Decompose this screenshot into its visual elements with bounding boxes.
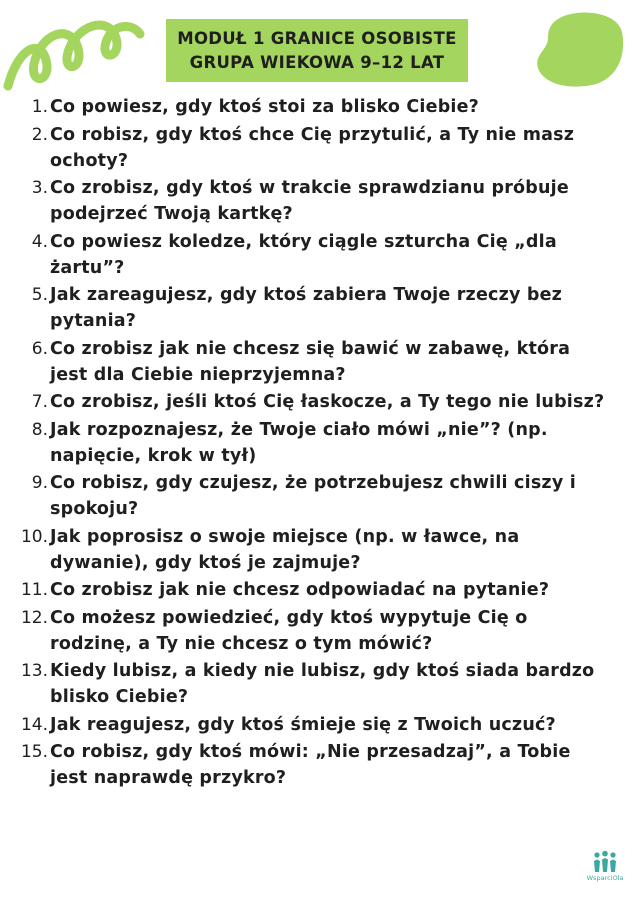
- question-number: 15.: [20, 742, 48, 762]
- list-item: [0, 389, 638, 415]
- question-text: Co zrobisz jak nie chcesz się bawić w zabawę, która jest dla Ciebie nieprzyjemna?: [50, 338, 571, 385]
- question-text: Jak poprosisz o swoje miejsce (np. w ławce, na dywanie), gdy ktoś je zajmuje?: [50, 526, 520, 573]
- question-text: Co zrobisz, gdy ktoś w trakcie sprawdzianu próbuje podejrzeć Twoją kartkę?: [50, 178, 569, 224]
- question-text: Co robisz, gdy ktoś chce Cię przytulić, a Ty nie masz ochoty?: [50, 124, 575, 171]
- list-item: [0, 658, 638, 710]
- list-item: [0, 470, 638, 522]
- page-subtitle: GRUPA WIEKOWA 9–12 LAT: [189, 52, 445, 72]
- logo-text: WsparciOla: [586, 874, 624, 882]
- question-text: Co zrobisz jak nie chcesz odpowiadać na pytanie?: [50, 580, 550, 600]
- question-number: 3.: [31, 178, 48, 198]
- list-item: [0, 712, 638, 738]
- green-swirl-decoration: [0, 8, 150, 98]
- list-item: [0, 605, 638, 657]
- green-blob-decoration: [534, 10, 626, 90]
- people-group-icon: [591, 850, 619, 874]
- list-item: [0, 417, 638, 469]
- brand-logo: [582, 850, 628, 886]
- title-banner: [166, 19, 468, 82]
- list-item: [0, 739, 638, 791]
- list-item: [0, 336, 638, 388]
- question-text: Co robisz, gdy ktoś mówi: „Nie przesadzaj”, a Tobie jest naprawdę przykro?: [50, 742, 571, 788]
- question-text: Jak reagujesz, gdy ktoś śmieje się z Twoich uczuć?: [50, 714, 556, 735]
- question-text: Co robisz, gdy czujesz, że potrzebujesz chwili ciszy i spokoju?: [50, 473, 576, 519]
- list-item: [0, 282, 638, 334]
- question-number: 6.: [31, 338, 48, 359]
- question-text: Kiedy lubisz, a kiedy nie lubisz, gdy ktoś siada bardzo blisko Ciebie?: [50, 661, 595, 707]
- question-list: [0, 94, 638, 793]
- question-number: 1.: [31, 97, 48, 117]
- question-number: 7.: [31, 392, 48, 412]
- question-text: Jak zareagujesz, gdy ktoś zabiera Twoje rzeczy bez pytania?: [50, 285, 563, 331]
- question-text: Co zrobisz, jeśli ktoś Cię łaskocze, a Ty tego nie lubisz?: [50, 392, 605, 412]
- list-item: [0, 229, 638, 281]
- question-number: 14.: [20, 714, 48, 735]
- question-number: 10.: [20, 526, 48, 547]
- question-number: 12.: [20, 607, 48, 628]
- question-number: 4.: [31, 231, 48, 252]
- question-text: Co możesz powiedzieć, gdy ktoś wypytuje Cię o rodzinę, a Ty nie chcesz o tym mówić?: [50, 607, 528, 654]
- question-number: 5.: [31, 285, 48, 305]
- list-item: [0, 175, 638, 227]
- list-item: [0, 524, 638, 576]
- question-text: Co powiesz koledze, który ciągle szturcha Cię „dla żartu”?: [50, 231, 557, 278]
- list-item: [0, 94, 638, 120]
- question-number: 13.: [20, 661, 48, 681]
- question-number: 8.: [31, 419, 48, 440]
- page-title: MODUŁ 1 GRANICE OSOBISTE: [177, 28, 457, 48]
- list-item: [0, 577, 638, 603]
- list-item: [0, 122, 638, 174]
- question-number: 11.: [20, 580, 48, 600]
- question-number: 9.: [31, 473, 48, 493]
- question-text: Co powiesz, gdy ktoś stoi za blisko Ciebie?: [50, 97, 480, 117]
- question-text: Jak rozpoznajesz, że Twoje ciało mówi „nie”? (np. napięcie, krok w tył): [50, 419, 548, 466]
- question-number: 2.: [31, 124, 48, 145]
